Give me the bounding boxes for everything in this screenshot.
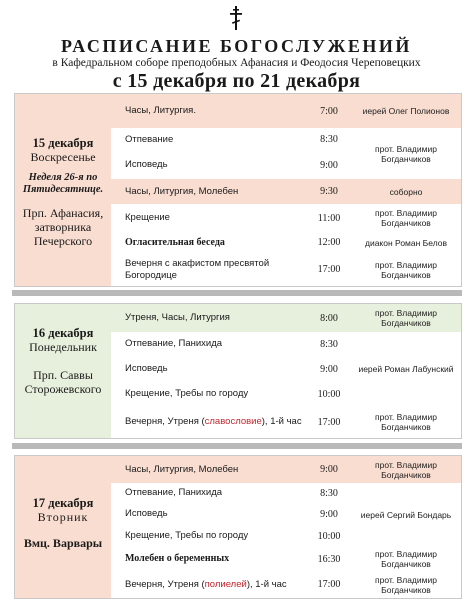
service-time: 17:00 [317, 579, 341, 590]
page-title: РАСПИСАНИЕ БОГОСЛУЖЕНИЙ [61, 36, 412, 56]
day-cell [15, 94, 111, 286]
service-name: Утреня, Часы, Литургия [125, 312, 230, 323]
service-name: Крещение [125, 212, 170, 223]
service-time: 9:30 [320, 186, 338, 197]
service-row [111, 304, 461, 332]
priest-name: прот. Владимир Богданчиков [375, 259, 437, 280]
red-highlight-text: полиелей [204, 578, 247, 590]
service-row [111, 179, 461, 204]
service-name: Молебен о беременных [125, 553, 230, 564]
schedule-header [0, 0, 473, 92]
service-row [111, 406, 461, 438]
service-row [111, 456, 461, 483]
service-name: Вечерня, Утреня ( полиелей ), 1-й час [125, 578, 287, 590]
priest-name: прот. Владимир Богданчиков [375, 412, 437, 432]
service-name: Крещение, Требы по городу [125, 530, 249, 541]
service-time: 8:30 [320, 338, 338, 350]
service-time: 12:00 [317, 237, 341, 248]
service-name: Отпевание, Панихида [125, 487, 223, 498]
saint-commemoration: Вмц. Варвары [23, 536, 103, 550]
merged-priest-cell [351, 128, 461, 179]
saint-commemoration: Прп. Саввы Сторожевского [24, 368, 102, 396]
service-row [111, 94, 461, 128]
service-name: Огласительная беседа [125, 236, 225, 248]
service-time: 11:00 [317, 212, 341, 224]
service-time: 8:30 [320, 134, 338, 145]
service-time: 16:30 [317, 553, 341, 565]
service-time: 9:00 [320, 464, 338, 475]
service-row [111, 571, 461, 598]
priest-name: диакон Роман Белов [364, 237, 447, 248]
priest-name: соборно [389, 186, 423, 197]
priest-name: иерей Сергий Бондарь [360, 510, 452, 520]
day-block-16-dec [14, 303, 462, 439]
day-block-15-dec [14, 93, 462, 287]
service-time: 7:00 [320, 105, 338, 117]
service-row [111, 232, 461, 253]
service-name: Исповедь [125, 363, 168, 374]
service-time: 17:00 [317, 264, 341, 275]
service-time: 8:00 [320, 312, 338, 324]
service-name: Вечерня с акафистом пресвятой Богородице [125, 257, 270, 281]
service-name: Часы, Литургия. [125, 105, 196, 116]
service-name: Крещение, Требы по городу [125, 388, 249, 399]
red-highlight-text: славословие [204, 416, 262, 427]
service-time: 10:00 [317, 388, 341, 400]
day-weekday: Воскресенье [30, 150, 96, 164]
day-date: 17 декабря [32, 496, 94, 510]
day-date: 16 декабря [32, 326, 94, 340]
service-time: 17:00 [317, 416, 341, 428]
day-weekday: Понедельник [29, 340, 97, 354]
sunday-note: Неделя 26-я по Пятидесятнице. [22, 172, 104, 195]
block-separator [12, 443, 462, 449]
date-range: с 15 декабря по 21 декабря [112, 70, 361, 92]
day-cell [15, 456, 111, 598]
merged-priest-cell [351, 332, 461, 406]
service-time: 9:00 [320, 159, 338, 171]
service-name: Исповедь [125, 508, 168, 519]
day-date: 15 декабря [32, 136, 94, 150]
service-name: Вечерня, Утреня ( славословие ), 1-й час [125, 416, 302, 427]
service-row [111, 253, 461, 286]
priest-name: иерей Роман Лабунский [358, 364, 454, 374]
priest-name: прот. Владимир Богданчиков [375, 574, 437, 595]
service-name: Отпевание, Панихида [125, 338, 223, 349]
priest-name: прот. Владимир Богданчиков [375, 143, 437, 164]
day-weekday: Вторник [37, 510, 89, 524]
priest-name: прот. Владимир Богданчиков [375, 459, 437, 480]
service-name: Часы, Литургия, Молебен [125, 463, 239, 475]
priest-name: иерей Олег Полионов [362, 106, 450, 116]
merged-priest-cell [351, 483, 461, 547]
priest-name: прот. Владимир Богданчиков [375, 308, 437, 328]
service-time: 8:30 [320, 487, 338, 499]
service-time: 9:00 [320, 508, 338, 520]
cathedral-subtitle: в Кафедральном соборе преподобных Афанасия и Феодосия Череповецких [52, 57, 421, 69]
priest-name: прот. Владимир Богданчиков [375, 549, 437, 569]
priest-name: прот. Владимир Богданчиков [375, 208, 437, 228]
service-time: 10:00 [317, 530, 341, 542]
orthodox-cross-icon [228, 6, 244, 30]
day-cell [15, 304, 111, 438]
service-row [111, 204, 461, 232]
block-separator [12, 290, 462, 296]
service-row [111, 547, 461, 571]
service-name: Часы, Литургия, Молебен [125, 185, 239, 197]
saint-commemoration: Прп. Афанасия, затворника Печерского [22, 206, 104, 248]
service-name: Отпевание [125, 133, 174, 145]
service-time: 9:00 [320, 363, 338, 375]
service-name: Исповедь [125, 159, 168, 170]
day-block-17-dec [14, 455, 462, 599]
